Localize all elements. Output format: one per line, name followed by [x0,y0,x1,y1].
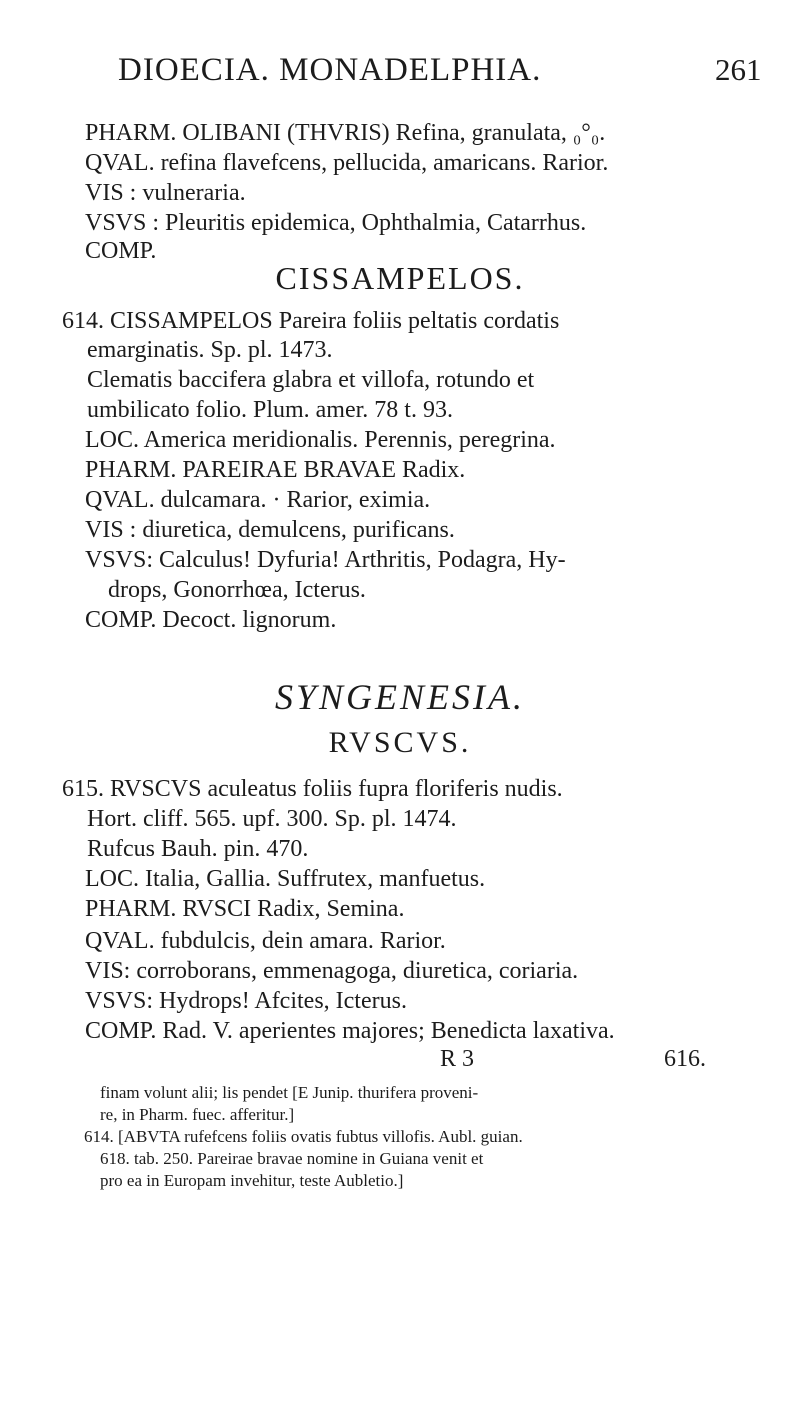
olibani-usus-line: VSVS : Pleuritis epidemica, Ophthalmia, Catarrhus. [85,210,587,236]
catchword: 616. [664,1046,706,1072]
genus-heading-cissampelos: CISSAMPELOS. [275,260,525,296]
cissampelos-line: Clematis baccifera glabra et villofa, rotundo et [87,367,535,393]
ruscus-line: VSVS: Hydrops! Afcites, Icterus. [85,988,407,1014]
footnote-line: 618. tab. 250. Pareirae bravae nomine in Guiana venit et [100,1149,484,1168]
ruscus-line: Rufcus Bauh. pin. 470. [87,836,309,862]
genus-heading-ruscus: RVSCVS. [328,726,472,759]
cissampelos-line: LOC. America meridionalis. Perennis, peregrina. [85,427,556,453]
ruscus-line: QVAL. fubdulcis, dein amara. Rarior. [85,928,446,954]
class-heading-syngenesia: SYNGENESIA. [274,677,525,717]
cissampelos-line: umbilicato folio. Plum. amer. 78 t. 93. [87,397,453,423]
running-title: DIOECIA. MONADELPHIA. [118,52,542,88]
footnote-line: pro ea in Europam invehitur, teste Aubletio.] [100,1171,404,1190]
olibani-comp-line: COMP. [85,238,157,264]
footnote-line: re, in Pharm. fuec. afferitur.] [100,1105,295,1124]
cissampelos-line: VIS : diuretica, demulcens, purificans. [85,517,455,543]
footnote-line: finam volunt alii; lis pendet [E Junip. thurifera proveni- [100,1083,479,1102]
cissampelos-line: COMP. Decoct. lignorum. [85,607,337,633]
ruscus-line: PHARM. RVSCI Radix, Semina. [85,896,405,922]
cissampelos-line: VSVS: Calculus! Dyfuria! Arthritis, Podagra, Hy- [85,547,566,573]
ruscus-line: LOC. Italia, Gallia. Suffrutex, manfuetus. [85,866,486,892]
ruscus-line: COMP. Rad. V. aperientes majores; Benedicta laxativa. [85,1018,615,1044]
cissampelos-line: 614. CISSAMPELOS Pareira foliis peltatis cordatis [62,308,560,334]
cissampelos-line: QVAL. dulcamara. · Rarior, eximia. [85,487,431,513]
olibani-pharm-line: PHARM. OLIBANI (THVRIS) Refina, granulata, ₀°₀. [85,120,606,146]
ruscus-line: 615. RVSCVS aculeatus foliis fupra floriferis nudis. [62,776,563,802]
footnote-line: 614. [ABVTA rufefcens foliis ovatis fubtus villofis. Aubl. guian. [84,1127,523,1146]
cissampelos-line: drops, Gonorrhœa, Icterus. [108,577,366,603]
ruscus-line: VIS: corroborans, emmenagoga, diuretica, coriaria. [85,958,579,984]
page-number: 261 [715,52,762,87]
olibani-vis-line: VIS : vulneraria. [85,180,246,206]
running-header [0,52,800,92]
signature-mark: R 3 [440,1046,475,1072]
ruscus-line: Hort. cliff. 565. upf. 300. Sp. pl. 1474. [87,806,457,832]
olibani-qual-line: QVAL. refina flavefcens, pellucida, amaricans. Rarior. [85,150,609,176]
cissampelos-line: PHARM. PAREIRAE BRAVAE Radix. [85,457,466,483]
cissampelos-line: emarginatis. Sp. pl. 1473. [87,337,333,363]
